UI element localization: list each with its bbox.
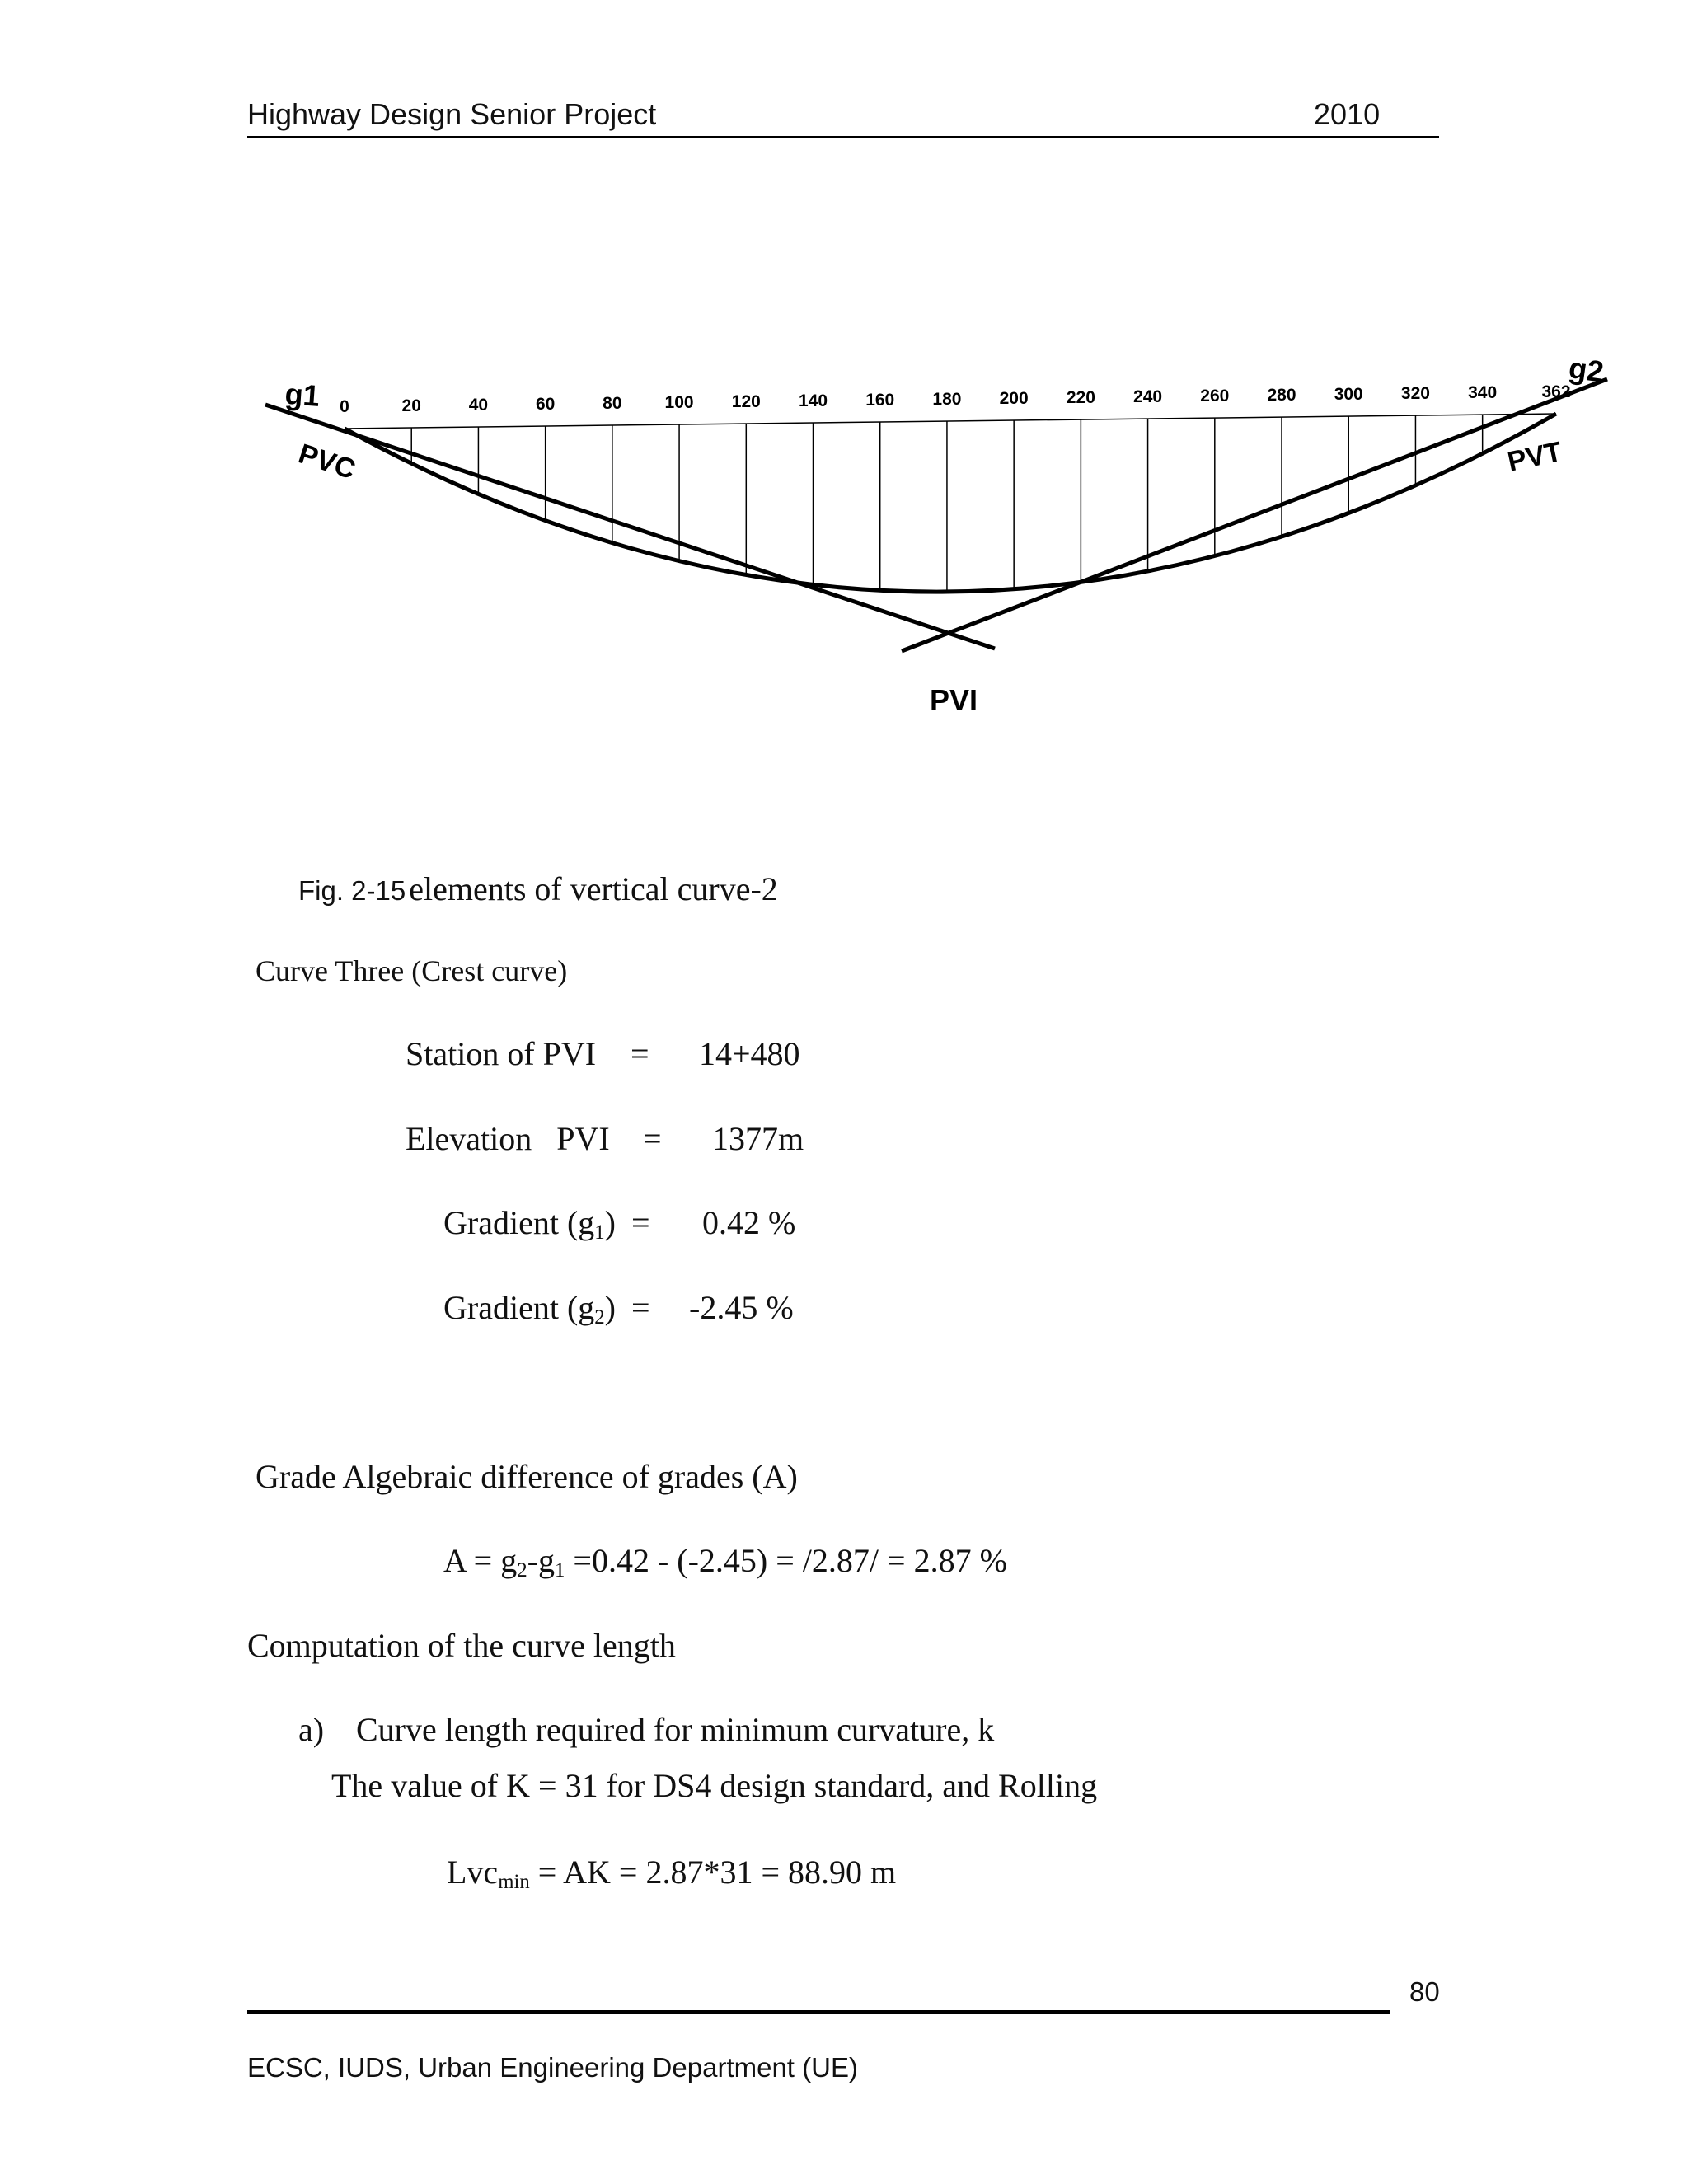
elevation-label: Elevation PVI — [406, 1120, 610, 1157]
k-value-line: The value of K = 31 for DS4 design standard, and Rolling — [331, 1767, 1098, 1804]
g1-label: g1 — [284, 377, 321, 413]
grade-diff-formula: $A = g_2-g_1 =0.42 - (-2.45) = /2.87/ = 2.87$ % — [443, 1542, 1007, 1582]
gradient-g1-label: Gradient $(g_1)$ — [443, 1204, 616, 1244]
station-label-100: 100 — [664, 393, 694, 413]
pvt-label: PVT — [1504, 435, 1565, 478]
station-label-240: 240 — [1133, 387, 1163, 407]
station-label-320: 320 — [1400, 384, 1430, 404]
station-labels — [340, 382, 1570, 416]
station-label-140: 140 — [798, 391, 828, 411]
station-label-40: 40 — [468, 396, 489, 415]
station-label-340: 340 — [1468, 383, 1498, 403]
station-label-180: 180 — [932, 390, 962, 410]
item-marker: a) — [298, 1711, 325, 1748]
station-label-120: 120 — [731, 392, 761, 412]
gradient-g2-value: -2.45 % — [689, 1289, 794, 1326]
footer-rule — [247, 2010, 1390, 2014]
chord-line — [345, 414, 1556, 429]
gradient-g2-equals: = — [631, 1289, 650, 1326]
station-label-60: 60 — [535, 395, 556, 415]
caption-prefix: Fig. 2-15 — [298, 875, 406, 906]
station-label-220: 220 — [1066, 388, 1095, 408]
tangent-line-g1 — [265, 405, 995, 649]
station-label: Station of PVI — [406, 1035, 597, 1072]
pvc-label: PVC — [294, 438, 359, 486]
station-label-280: 280 — [1267, 386, 1296, 405]
station-label-362: 362 — [1541, 382, 1571, 401]
vertical-curve-figure — [0, 0, 1688, 742]
footer-org: ECSC, IUDS, Urban Engineering Department (UE) — [247, 2052, 858, 2083]
header-year: 2010 — [1314, 97, 1381, 131]
station-label-80: 80 — [603, 394, 622, 414]
vertical-curve — [345, 414, 1556, 592]
grade-diff-heading: Grade Algebraic difference of grades (A) — [256, 1458, 798, 1495]
lvc-formula: Lvc$_{min}$ = AK = 2.87*31 = 88.90 m — [447, 1854, 897, 1894]
elevation-value: 1377m — [712, 1120, 804, 1157]
station-label-0: 0 — [340, 397, 349, 416]
station-label-260: 260 — [1200, 387, 1230, 406]
g2-label: g2 — [1566, 350, 1606, 389]
gradient-g2-label: Gradient $(g_2)$ — [443, 1289, 616, 1329]
gradient-g1-value: 0.42 % — [702, 1204, 796, 1241]
station-equals: = — [631, 1035, 649, 1072]
elevation-equals: = — [643, 1120, 662, 1157]
computation-heading: Computation of the curve length — [247, 1627, 676, 1664]
station-label-200: 200 — [999, 389, 1029, 409]
gradient-g1-equals: = — [631, 1204, 650, 1241]
figure-caption — [298, 869, 778, 908]
section-title: Curve Three (Crest curve) — [256, 954, 568, 987]
caption-text: elements of vertical curve-2 — [409, 870, 778, 907]
page-number: 80 — [1409, 1976, 1440, 2007]
item-text: Curve length required for minimum curvature, k — [356, 1711, 995, 1748]
station-value: 14+480 — [699, 1035, 800, 1072]
header-title: Highway Design Senior Project — [247, 97, 657, 131]
station-label-20: 20 — [401, 396, 421, 416]
pvi-label: PVI — [930, 683, 978, 717]
station-label-300: 300 — [1334, 385, 1363, 405]
station-label-160: 160 — [865, 391, 895, 410]
